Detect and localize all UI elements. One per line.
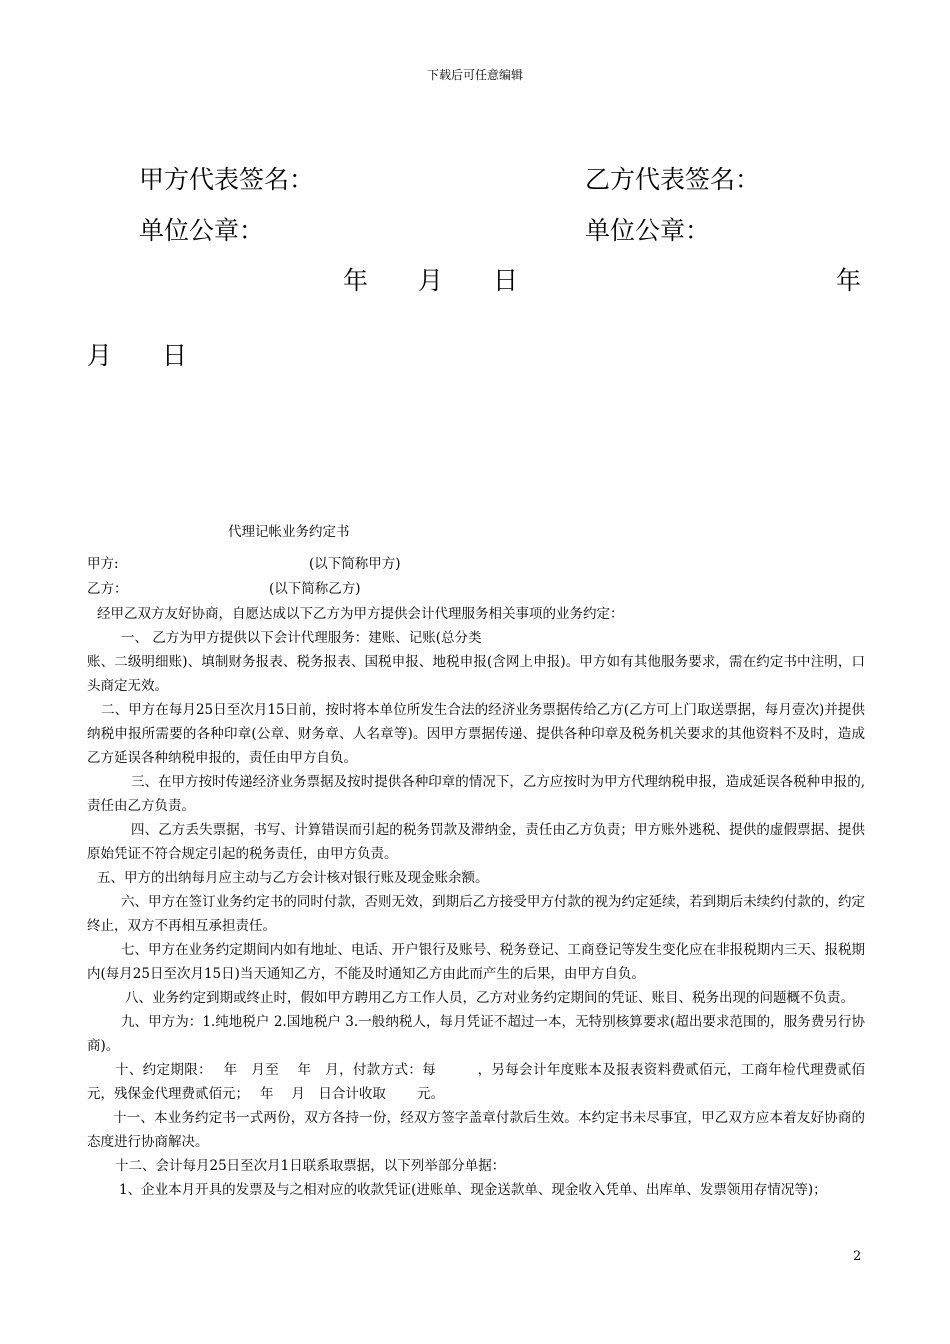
party-b-signature-label: 乙方代表签名： [585, 165, 761, 194]
clause-paragraph: 十一、本业务约定书一式两份，双方各持一份，经双方签字盖章付款后生效。本约定书未尽事宜，甲乙双方应本着友好协商的态度进行协商解决。 [87, 1110, 865, 1150]
page-number: 2 [853, 1249, 862, 1264]
agreement-body [87, 602, 865, 1202]
clause-paragraph: 账、二级明细账)、填制财务报表、税务报表、国税申报、地税申报(含网上申报)。甲方如有其他服务要求，需在约定书中注明，口头商定无效。 [87, 654, 865, 694]
party-b-seal-label: 单位公章： [585, 216, 711, 245]
clause-paragraph: 四、乙方丢失票据，书写、计算错误而引起的税务罚款及滞纳金，责任由乙方负责；甲方账外逃税、提供的虚假票据、提供原始凭证不符合规定引起的税务责任，由甲方负责。 [87, 822, 865, 862]
document-title: 代理记帐业务约定书 [228, 524, 350, 540]
clause-paragraph: 五、甲方的出纳每月应主动与乙方会计核对银行账及现金账余额。 [97, 870, 489, 886]
clause-paragraph: 十二、会计每月25日至次月1日联系取票据，以下列举部分单据： [115, 1158, 506, 1174]
party-b-date-year: 年 [836, 266, 862, 295]
party-a-label: 甲方: [87, 556, 119, 572]
clause-paragraph: 1、企业本月开具的发票及与之相对应的收款凭证(进账单、现金送款单、现金收入凭单、出库单、发票领用存情况等)； [119, 1182, 827, 1198]
party-a-note: (以下简称甲方) [309, 556, 401, 572]
clause-paragraph: 七、甲方在业务约定期间内如有地址、电话、开户银行及账号、税务登记、工商登记等发生变化应在非报税期内三天、报税期内(每月25日至次月15日)当天通知乙方，不能及时通知乙方由此而产生的后果，由甲方自负。 [87, 942, 865, 982]
clause-paragraph: 一、 乙方为甲方提供以下会计代理服务：建账、记账(总分类 [121, 630, 482, 646]
clause-paragraph: 九、甲方为：1.纯地税户 2.国地税户 3.一般纳税人，每月凭证不超过一本，无特别核算要求(超出要求范围的，服务费另行协商)。 [87, 1014, 865, 1054]
clause-paragraph: 二、甲方在每月25日至次月15日前，按时将本单位所发生合法的经济业务票据传给乙方(乙方可上门取送票据，每月壹次)并提供纳税申报所需要的各种印章(公章、财务章、人名章等)。因甲方票据传递、提供各种印章及税务机关要求的其他资料不及时，造成乙方延误各种纳税申报的，责任由甲方自负。 [87, 702, 865, 766]
clause-paragraph: 八、业务约定到期或终止时，假如甲方聘用乙方工作人员，乙方对业务约定期间的凭证、账目、税务出现的问题概不负责。 [125, 990, 854, 1006]
clause-paragraph: 六、甲方在签订业务约定书的同时付款，否则无效，到期后乙方接受甲方付款的视为约定延续，若到期后未续约付款的，约定终止，双方不再相互承担责任。 [87, 894, 865, 934]
party-b-label: 乙方： [87, 581, 128, 597]
party-a-signature-label: 甲方代表签名： [139, 165, 315, 194]
clause-paragraph: 十、约定期限： 年 月至 年 月，付款方式：每 ，另每会计年度账本及报表资料费贰佰元，工商年检代理费贰佰元，残保金代理费贰佰元； 年 月 日合计收取 元。 [87, 1062, 865, 1102]
party-b-date-month-day: 月 日 [87, 341, 188, 370]
header-note: 下载后可任意编辑 [426, 68, 523, 82]
party-a-date: 年 月 日 [343, 266, 519, 295]
clause-paragraph: 经甲乙双方友好协商，自愿达成以下乙方为甲方提供会计代理服务相关事项的业务约定： [97, 606, 624, 622]
clause-paragraph: 三、在甲方按时传递经济业务票据及按时提供各种印章的情况下，乙方应按时为甲方代理纳税申报，造成延误各税种申报的, 责任由乙方负责。 [87, 774, 865, 814]
party-b-note: (以下简称乙方) [269, 581, 361, 597]
party-a-seal-label: 单位公章： [139, 216, 265, 245]
